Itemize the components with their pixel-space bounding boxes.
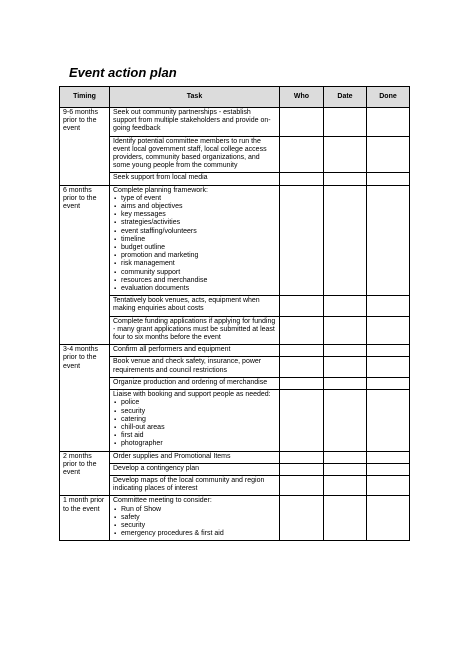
date-cell <box>324 185 367 296</box>
task-bullet-item: ▪ event staffing/volunteers <box>113 228 276 236</box>
date-cell <box>324 451 367 463</box>
table-row <box>60 451 410 463</box>
task-bullet-item: ▪ photographer <box>113 440 276 448</box>
header-timing: Timing <box>60 87 110 108</box>
done-cell <box>367 296 410 316</box>
table-row <box>60 173 410 185</box>
done-cell <box>367 463 410 475</box>
task-text: Organize production and ordering of merchandise <box>113 378 268 386</box>
task-bullet-item: ▪ key messages <box>113 211 276 219</box>
task-cell <box>110 108 280 137</box>
timing-cell: 2 months prior to the event <box>60 451 110 496</box>
table-row <box>60 185 410 296</box>
task-cell <box>110 185 280 296</box>
date-cell <box>324 173 367 185</box>
task-bullet-item: ▪ evaluation documents <box>113 285 276 293</box>
task-bullet-item: ▪ resources and merchandise <box>113 277 276 285</box>
done-cell <box>367 377 410 389</box>
date-cell <box>324 345 367 357</box>
task-text: Seek out community partnerships - establish support from multiple stakeholders and provide on-going feedback <box>113 109 271 133</box>
task-bullet-item: ▪ chill-out areas <box>113 424 276 432</box>
task-bullet-item: ▪ emergency procedures & first aid <box>113 530 276 538</box>
who-cell <box>280 463 324 475</box>
task-bullet-list <box>113 195 276 293</box>
task-text: Liaise with booking and support people as needed: <box>113 391 271 399</box>
task-cell <box>110 316 280 345</box>
done-cell <box>367 475 410 495</box>
task-bullet-list <box>113 506 276 539</box>
task-cell <box>110 173 280 185</box>
done-cell <box>367 451 410 463</box>
table-row <box>60 475 410 495</box>
task-text: Develop a contingency plan <box>113 464 200 472</box>
task-bullet-item: ▪ budget outline <box>113 244 276 252</box>
action-plan-table <box>59 86 410 541</box>
done-cell <box>367 390 410 451</box>
task-text: Book venue and check safety, insurance, power requirements and council restrictions <box>113 358 262 374</box>
date-cell <box>324 136 367 173</box>
task-cell <box>110 496 280 541</box>
task-bullet-item: ▪ catering <box>113 416 276 424</box>
who-cell <box>280 451 324 463</box>
date-cell <box>324 316 367 345</box>
task-text: Identify potential committee members to run the event local government staff, local college access providers, community based organizations, and some young people from the community <box>113 137 267 170</box>
done-cell <box>367 136 410 173</box>
timing-cell: 1 month prior to the event <box>60 496 110 541</box>
task-bullet-item: ▪ aims and objectives <box>113 203 276 211</box>
who-cell <box>280 185 324 296</box>
done-cell <box>367 173 410 185</box>
task-bullet-item: ▪ first aid <box>113 432 276 440</box>
who-cell <box>280 108 324 137</box>
task-text: Confirm all performers and equipment <box>113 346 231 354</box>
date-cell <box>324 496 367 541</box>
who-cell <box>280 296 324 316</box>
task-text: Develop maps of the local community and region indicating places of interest <box>113 476 265 493</box>
who-cell <box>280 316 324 345</box>
who-cell <box>280 377 324 389</box>
done-cell <box>367 108 410 137</box>
task-cell <box>110 136 280 173</box>
document-title: Event action plan <box>69 65 177 80</box>
table-row <box>60 463 410 475</box>
done-cell <box>367 496 410 541</box>
task-bullet-list <box>113 399 276 448</box>
task-text: Seek support from local media <box>113 174 208 182</box>
task-cell <box>110 345 280 357</box>
task-cell <box>110 357 280 377</box>
date-cell <box>324 377 367 389</box>
date-cell <box>324 296 367 316</box>
table-row <box>60 390 410 451</box>
table-row <box>60 496 410 541</box>
who-cell <box>280 345 324 357</box>
header-who: Who <box>280 87 324 108</box>
task-bullet-item: ▪ timeline <box>113 236 276 244</box>
done-cell <box>367 316 410 345</box>
table-body <box>60 108 410 541</box>
table-row <box>60 136 410 173</box>
date-cell <box>324 390 367 451</box>
table-row <box>60 316 410 345</box>
task-bullet-item: ▪ Run of Show <box>113 506 276 514</box>
task-bullet-item: ▪ promotion and marketing <box>113 252 276 260</box>
who-cell <box>280 390 324 451</box>
task-text: Complete funding applications if applying for funding - many grant applications must be submitted at least four to six months before the event <box>113 317 276 342</box>
task-bullet-item: ▪ police <box>113 399 276 407</box>
done-cell <box>367 357 410 377</box>
table-row <box>60 377 410 389</box>
date-cell <box>324 463 367 475</box>
timing-cell: 9-6 months prior to the event <box>60 108 110 186</box>
task-text: Complete planning framework: <box>113 186 208 194</box>
task-cell <box>110 390 280 451</box>
timing-cell: 3-4 months prior to the event <box>60 345 110 451</box>
table-row <box>60 345 410 357</box>
task-cell <box>110 296 280 316</box>
task-bullet-item: ▪ type of event <box>113 195 276 203</box>
header-done: Done <box>367 87 410 108</box>
who-cell <box>280 475 324 495</box>
header-task: Task <box>110 87 280 108</box>
task-cell <box>110 475 280 495</box>
table-row <box>60 296 410 316</box>
task-bullet-item: ▪ community support <box>113 269 276 277</box>
task-text: Committee meeting to consider: <box>113 497 212 505</box>
task-bullet-item: ▪ safety <box>113 514 276 522</box>
task-cell <box>110 451 280 463</box>
task-text: Order supplies and Promotional Items <box>113 452 231 460</box>
task-bullet-item: ▪ security <box>113 522 276 530</box>
who-cell <box>280 136 324 173</box>
task-bullet-item: ▪ security <box>113 408 276 416</box>
who-cell <box>280 173 324 185</box>
done-cell <box>367 185 410 296</box>
table-row <box>60 108 410 137</box>
header-row <box>60 87 410 108</box>
task-cell <box>110 463 280 475</box>
date-cell <box>324 357 367 377</box>
date-cell <box>324 108 367 137</box>
done-cell <box>367 345 410 357</box>
header-date: Date <box>324 87 367 108</box>
who-cell <box>280 496 324 541</box>
task-bullet-item: ▪ strategies/activities <box>113 219 276 227</box>
task-bullet-item: ▪ risk management <box>113 260 276 268</box>
task-text: Tentatively book venues, acts, equipment when making enquiries about costs <box>113 297 260 313</box>
task-cell <box>110 377 280 389</box>
date-cell <box>324 475 367 495</box>
timing-cell: 6 months prior to the event <box>60 185 110 345</box>
table-row <box>60 357 410 377</box>
who-cell <box>280 357 324 377</box>
